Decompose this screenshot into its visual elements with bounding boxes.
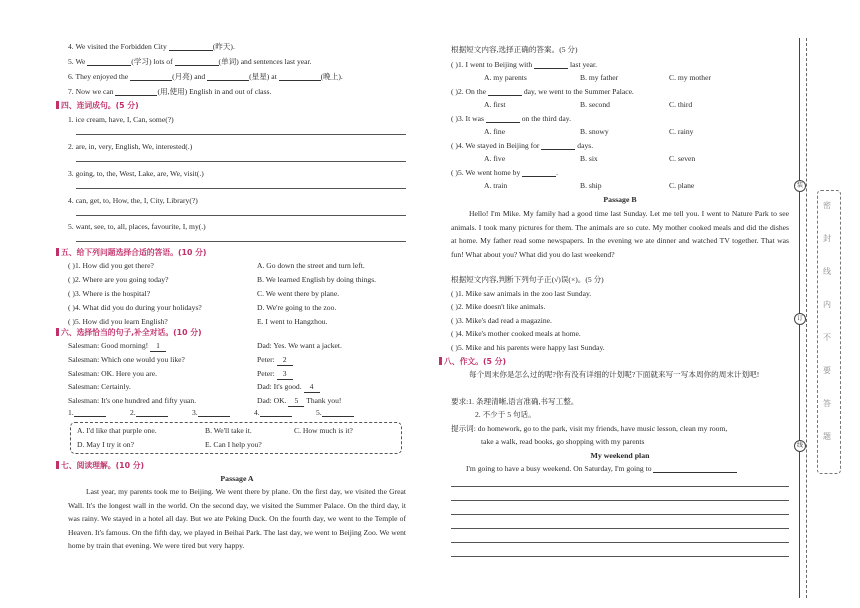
answer-blank[interactable] [486,114,520,123]
answer-blank[interactable] [260,408,292,417]
seal-char: 封 [823,234,831,243]
section-7-title: 七、阅读理解。(10 分) [56,460,144,471]
answer-number: 3. [192,408,230,418]
answer-line[interactable] [76,134,406,135]
seal-char: 不 [823,333,831,342]
section-8-title: 八、作文。(5 分) [439,356,506,367]
answer-blank[interactable] [87,57,131,66]
qa-question: ( )4. We stayed in Beijing for days. [451,141,594,150]
match-answer: B. We learned English by doing things. [257,275,377,284]
answer-blank[interactable] [322,408,354,417]
seal-char: 线 [823,267,831,276]
answer-blank[interactable] [115,87,157,96]
qa-question: ( )2. On the day, we went to the Summer Palace. [451,87,634,96]
dialogue-line: Peter: 2 [257,355,293,366]
qa-option: C. plane [669,181,695,190]
match-question: ( )4. What did you do during your holidays? [68,303,202,312]
qa-option: A. five [484,154,506,163]
sentence-item: 1. ice cream, have, I, Can, some(?) [68,115,174,124]
binding-dashed-line [806,38,807,598]
qa-option: B. snowy [580,127,609,136]
dialogue-line: Peter: 3 [257,369,293,380]
tf-item: ( )2. Mike doesn't like animals. [451,302,546,311]
answer-blank[interactable] [198,408,230,417]
tf-item: ( )1. Mike saw animals in the zoo last Sunday. [451,289,592,298]
fill-line-7: 7. Now we can (用,使用) English in and out of class. [68,87,272,96]
writing-requirement: 要求:1. 条理清晰,语言准确,书写工整。 [451,397,579,406]
answer-blank[interactable] [130,72,172,81]
answer-blank[interactable] [207,72,249,81]
seal-char: 内 [823,300,831,309]
match-question: ( )2. Where are you going today? [68,275,169,284]
answer-number: 5. [316,408,354,418]
passage-a-text: Last year, my parents took me to Beijing. We went there by plane. On the first day, we visited the Great Wall. It's the longest wall in the world. On the second day, we visited the Summer Palace. On the third day, it was rainy. We stayed in a hotel all day. But we ate Peking Duck. On the fourth day, we went to the Temple of Heaven. It's famous. On the fifth day, we played in Beihai Park. The last day, we went to Beijing Zoo. We went home by train that evening. We were tired but very happy. [68,487,406,551]
writing-line[interactable] [451,500,789,501]
dialogue-line: Dad: Yes. We want a jacket. [257,341,342,350]
passage-a-title: Passage A [220,474,254,483]
passage-b-title: Passage B [603,195,637,204]
match-question: ( )5. How did you learn English? [68,317,168,326]
match-question: ( )1. How did you get there? [68,261,154,270]
option: C. How much is it? [294,426,353,435]
answer-blank[interactable] [74,408,106,417]
qa-option: C. my mother [669,73,711,82]
answer-number: 2. [130,408,168,418]
dialogue-line: Salesman: Certainly. [68,382,131,391]
tf-item: ( )4. Mike's mother cooked meals at home. [451,329,581,338]
qa-option: B. my father [580,73,619,82]
qa-question: ( )1. I went to Beijing with last year. [451,60,598,69]
option: A. I'd like that purple one. [77,426,157,435]
qa-option: B. second [580,100,610,109]
sentence-item: 5. want, see, to, all, places, favourite, I, my(.) [68,222,206,231]
writing-line[interactable] [451,528,789,529]
match-answer: E. I went to Hangzhou. [257,317,328,326]
hint-words: 提示词: do homework, go to the park, visit my friends, have music lesson, clean my room, [451,424,728,433]
dialogue-line: Salesman: It's one hundred and fifty yuan. [68,396,197,405]
tf-item: ( )5. Mike and his parents were happy last Sunday. [451,343,605,352]
writing-line[interactable] [451,556,789,557]
writing-line[interactable] [451,514,789,515]
answer-blank[interactable] [279,72,321,81]
dialogue-line: Salesman: OK. Here you are. [68,369,157,378]
qa-option: A. train [484,181,508,190]
answer-blank[interactable] [488,87,522,96]
match-answer: C. We went there by plane. [257,289,340,298]
option: B. We'll take it. [205,426,252,435]
answer-line[interactable] [76,241,406,242]
section-4-title: 四、连词成句。(5 分) [56,100,139,111]
qa-question: ( )3. It was on the third day. [451,114,571,123]
section-6-title: 六、选择恰当的句子,补全对话。(10 分) [56,327,202,338]
match-question: ( )3. Where is the hospital? [68,289,151,298]
qa-option: A. first [484,100,506,109]
match-answer: A. Go down the street and turn left. [257,261,365,270]
answer-blank[interactable] [522,168,556,177]
answer-blank[interactable] [175,57,219,66]
fill-line-4: 4. We visited the Forbidden City (昨天). [68,42,235,51]
qa-option: C. third [669,100,693,109]
qa-option: B. ship [580,181,602,190]
writing-start: I'm going to have a busy weekend. On Saturday, I'm going to [466,464,737,474]
answer-number: 4. [254,408,292,418]
seal-char: 题 [823,432,831,441]
match-answer: D. We're going to the zoo. [257,303,337,312]
answer-blank[interactable] [136,408,168,417]
writing-line[interactable] [451,542,789,543]
seal-char: 答 [823,399,831,408]
fill-line-6: 6. They enjoyed the (月亮) and (星星) at (晚上). [68,72,343,81]
qa-instructions: 根据短文内容,选择正确的答案。(5 分) [451,45,578,54]
binding-mark: 订 [794,313,806,325]
dialogue-line: Dad: It's good. 4 [257,382,320,393]
qa-option: B. six [580,154,598,163]
fill-line-5: 5. We (学习) lots of (单词) and sentences last year. [68,57,312,66]
answer-blank[interactable] [534,60,568,69]
seal-char: 要 [823,366,831,375]
answer-line[interactable] [76,188,406,189]
answer-number: 1. [68,408,106,418]
writing-prompt: 每个周末你是怎么过的呢?你有没有详细的计划呢?下面就来写一写本周你的周末计划吧! [469,370,760,379]
option: D. May I try it on? [77,440,134,449]
section-5-title: 五、给下列问题选择合适的答语。(10 分) [56,247,206,258]
passage-b-text: Hello! I'm Mike. My family had a good time last Sunday. Let me tell you. I went to Nature Park to see animals. I took many pictures for them. The animals are so cute. My mother cooked meals and did the dishes at home. My father read some newspapers. In the evening we ate dinner and watched TV together. That was fun! What about you? What did you do last weekend? [451,209,789,259]
hint-words: take a walk, read books, go shopping with my parents [481,437,645,446]
writing-requirement: 2. 不少于 5 句话。 [475,410,536,419]
plan-title: My weekend plan [590,451,650,460]
seal-char: 密 [823,201,831,210]
sentence-item: 2. are, in, very, English, We, interested(.) [68,142,193,151]
dialogue-line: Salesman: Good morning! 1 [68,341,166,352]
option: E. Can I help you? [205,440,262,449]
answer-blank[interactable] [541,141,575,150]
answer-line[interactable] [76,161,406,162]
tf-instructions: 根据短文内容,判断下列句子正(√)误(×)。(5 分) [451,275,604,284]
dialogue-line: Dad: OK. 5 Thank you! [257,396,342,405]
sentence-item: 3. going, to, the, West, Lake, are, We, visit(.) [68,169,204,178]
answer-blank[interactable] [169,42,213,51]
dialogue-line: Salesman: Which one would you like? [68,355,185,364]
qa-option: C. rainy [669,127,694,136]
writing-blank[interactable] [653,464,737,473]
sentence-item: 4. can, get, to, How, the, I, City, Library(?) [68,196,198,205]
writing-line[interactable] [451,486,789,487]
qa-option: C. seven [669,154,696,163]
answer-line[interactable] [76,215,406,216]
binding-mark: 线 [794,440,806,452]
qa-question: ( )5. We went home by . [451,168,559,177]
qa-option: A. my parents [484,73,527,82]
qa-option: A. fine [484,127,506,136]
tf-item: ( )3. Mike's dad read a magazine. [451,316,552,325]
binding-mark: 装 [794,180,806,192]
